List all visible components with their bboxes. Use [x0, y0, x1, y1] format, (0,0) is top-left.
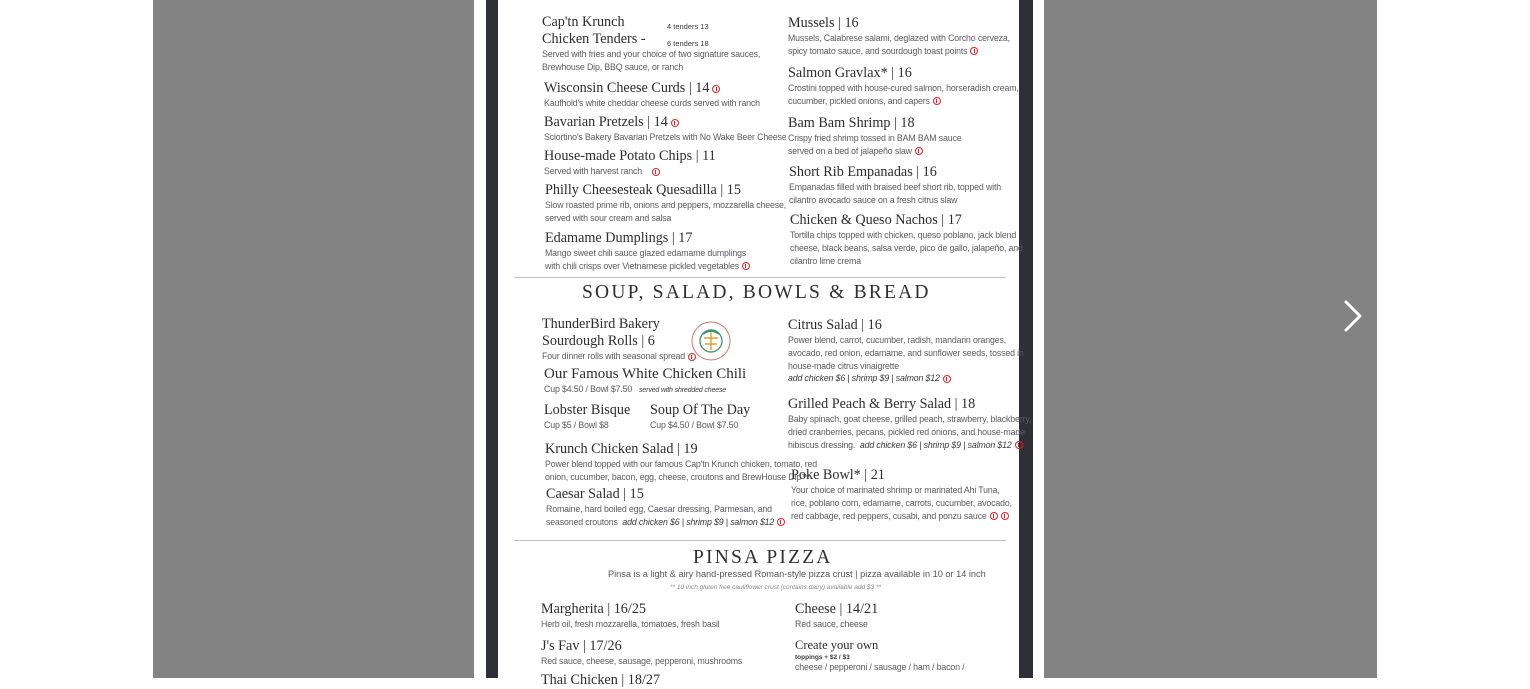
- gluten-free-icon: [777, 518, 785, 526]
- menu-item-addon: [788, 372, 1024, 385]
- menu-item-desc: Power blend, carrot, cucumber, radish, mandarin oranges,: [788, 335, 1006, 345]
- menu-item-cheese-pizza: [795, 601, 878, 631]
- gluten-free-icon: [1015, 441, 1023, 449]
- section-divider: [514, 277, 1006, 278]
- menu-item-desc: rice, poblano corn, edamame, carrots, cucumber, avocado,: [791, 497, 1012, 508]
- menu-item-desc: spicy tomato sauce, and sourdough toast points: [788, 45, 1010, 58]
- menu-item-desc: seasoned croutons add chicken $6 | shrimp $9 | salmon $12: [546, 516, 785, 529]
- menu-item-name: J's Fav | 17/26: [541, 638, 622, 654]
- menu-item-lobster-bisque: [544, 402, 630, 432]
- menu-item-desc: cilantro lime crema: [790, 255, 861, 266]
- gluten-free-icon: [970, 47, 978, 55]
- menu-item-desc: Cup $4.50 / Bowl $7.50: [650, 420, 739, 430]
- menu-item-mussels: [788, 15, 1010, 58]
- gluten-free-crust-note: ** 10 inch gluten free cauliflower crust (contains dairy) available add $3 **: [670, 584, 882, 591]
- section-title-soup-salad: SOUP, SALAD, BOWLS & BREAD: [582, 282, 931, 303]
- menu-item-desc: Empanadas filled with braised beef short rib, topped with: [789, 182, 1001, 192]
- next-page-button[interactable]: [1336, 296, 1370, 336]
- menu-item-name: House-made Potato Chips | 11: [544, 148, 716, 164]
- menu-item-citrus-salad: [788, 317, 1024, 385]
- menu-item-desc: avocado, red onion, edamame, and sunflower seeds, tossed in: [788, 347, 1024, 358]
- menu-item-name: Bam Bam Shrimp | 18: [788, 115, 915, 131]
- menu-item-desc: cilantro avocado sauce on a fresh citrus slaw: [789, 194, 958, 205]
- menu-item-desc: Red sauce, cheese, sausage, pepperoni, mushrooms: [541, 656, 743, 666]
- menu-item-desc: Baby spinach, goat cheese, grilled peach, strawberry, blackberry,: [788, 414, 1032, 424]
- menu-page: [498, 0, 1032, 688]
- menu-item-desc: Mussels, Calabrese salami, deglazed with Corcho cerveza,: [788, 33, 1010, 43]
- menu-item-name: Bavarian Pretzels | 14: [544, 114, 787, 131]
- menu-item-sourdough-rolls: [542, 316, 696, 363]
- menu-item-thai-chicken: [541, 672, 660, 689]
- section-title-pinsa-pizza: PINSA PIZZA: [693, 547, 833, 568]
- menu-item-name: Lobster Bisque: [544, 402, 631, 418]
- gluten-free-icon: [990, 512, 998, 520]
- section-divider: [514, 540, 1006, 541]
- add-protein-options: add chicken $6 | shrimp $9 | salmon $12: [622, 516, 775, 527]
- menu-item-desc: served with sour cream and salsa: [545, 212, 672, 223]
- gluten-free-icon: [933, 97, 941, 105]
- menu-item-name: Grilled Peach & Berry Salad | 18: [788, 396, 976, 412]
- menu-item-desc: with chili crisps over Vietnamese pickled vegetables: [545, 260, 750, 273]
- menu-item-soup-of-the-day: [650, 402, 750, 432]
- spicy-icon: [1001, 512, 1009, 520]
- menu-item-name: Chicken & Queso Nachos | 17: [790, 212, 962, 228]
- menu-item-name: Thai Chicken | 18/27: [541, 672, 661, 688]
- gluten-free-icon: [915, 147, 923, 155]
- menu-item-desc: cheese / pepperoni / sausage / ham / bacon /: [795, 662, 965, 672]
- toppings-price: toppings + $2 / $3: [795, 654, 850, 661]
- price-4-tenders: 4 tenders 13: [667, 22, 709, 31]
- menu-item-name: Caesar Salad | 15: [546, 486, 644, 502]
- menu-item-desc: Your choice of marinated shrimp or marinated Ahi Tuna,: [791, 485, 1000, 495]
- menu-item-chicken-queso-nachos: [790, 212, 1023, 267]
- menu-item-name: Create your own: [795, 638, 879, 652]
- menu-item-desc: Served with fries and your choice of two signature sauces,: [542, 49, 761, 59]
- vegetarian-icon: [671, 119, 679, 127]
- menu-item-name: Cap'tn Krunch: [542, 14, 625, 30]
- menu-item-desc: red cabbage, red peppers, cusabi, and ponzu sauce: [791, 510, 1012, 523]
- menu-item-desc: Red sauce, cheese: [795, 619, 868, 629]
- chevron-right-icon: [1336, 296, 1370, 336]
- menu-item-name: Citrus Salad | 16: [788, 317, 882, 333]
- menu-item-desc: cucumber, pickled onions, and capers: [788, 95, 1019, 108]
- menu-item-name-line2: Chicken Tenders -: [542, 31, 646, 47]
- menu-item-bam-bam-shrimp: [788, 115, 961, 158]
- menu-item-js-fav: [541, 638, 742, 668]
- menu-item-caesar-salad: [546, 486, 785, 529]
- menu-item-name: Salmon Gravlax* | 16: [788, 65, 912, 81]
- menu-item-philly-quesadilla: [545, 182, 786, 225]
- menu-item-name: Poke Bowl* | 21: [791, 467, 885, 483]
- menu-item-name: Philly Cheesesteak Quesadilla | 15: [545, 182, 741, 198]
- menu-item-desc: onion, cucumber, bacon, egg, cheese, croutons and BrewHouse Dip™: [545, 471, 810, 482]
- menu-item-edamame-dumplings: [545, 230, 750, 273]
- menu-item-desc: hibiscus dressing. add chicken $6 | shrimp $9 | salmon $12: [788, 439, 1031, 452]
- menu-item-chicken-tenders: [542, 14, 760, 74]
- menu-item-name: Edamame Dumplings | 17: [545, 230, 693, 246]
- menu-item-desc: cheese, black beans, salsa verde, pico de gallo, jalapeño, and: [790, 242, 1023, 253]
- menu-item-desc: Crispy fried shrimp tossed in BAM BAM sauce: [788, 133, 962, 143]
- menu-item-desc: Tortilla chips topped with chicken, queso poblano, jack blend: [790, 230, 1017, 240]
- menu-item-desc: Mango sweet chili sauce glazed edamame dumplings: [545, 248, 747, 258]
- menu-item-name: Our Famous White Chicken Chili: [544, 366, 747, 382]
- gluten-free-icon: [943, 375, 951, 383]
- menu-item-desc: Four dinner rolls with seasonal spread: [542, 350, 696, 363]
- menu-item-desc: Cup $4.50 / Bowl $7.50 served with shredded cheese: [544, 384, 727, 394]
- menu-item-desc: Power blend topped with our famous Cap'tn Krunch chicken, tomato, red: [545, 459, 818, 469]
- menu-item-desc: Kaufhold's white cheddar cheese curds served with ranch: [544, 98, 760, 108]
- pinsa-description: Pinsa is a light & airy hand-pressed Roman-style pizza crust | pizza available in 10 or 14 inch: [608, 569, 986, 579]
- menu-item-bavarian-pretzels: [544, 114, 787, 144]
- menu-item-margherita: [541, 601, 719, 631]
- thunderbird-bakery-logo: [690, 320, 732, 362]
- vegetarian-icon: [712, 85, 720, 93]
- vegetarian-icon: [652, 168, 660, 176]
- menu-item-name: Short Rib Empanadas | 16: [789, 164, 937, 180]
- menu-item-name: Soup Of The Day: [650, 402, 751, 418]
- menu-item-name-line2: Sourdough Rolls | 6: [542, 333, 655, 349]
- menu-item-desc: Brewhouse Dip, BBQ sauce, or ranch: [542, 61, 684, 72]
- vegetarian-icon: [742, 262, 750, 270]
- menu-item-desc: house-made citrus vinaigrette: [788, 360, 900, 371]
- menu-item-salmon-gravlax: [788, 65, 1019, 108]
- menu-item-poke-bowl: [791, 467, 1012, 522]
- menu-item-desc: dried cranberries, pecans, pickled red onions, and house-made: [788, 426, 1025, 437]
- menu-item-short-rib-empanadas: [789, 164, 1001, 207]
- add-protein-options: add chicken $6 | shrimp $9 | salmon $12: [859, 439, 1012, 450]
- menu-item-krunch-chicken-salad: [545, 441, 817, 484]
- menu-item-desc: Romaine, hard boiled egg, Caesar dressing, Parmesan, and: [546, 504, 772, 514]
- menu-item-name: ThunderBird Bakery: [542, 316, 660, 332]
- menu-item-create-your-own: [795, 637, 964, 674]
- menu-item-peach-berry-salad: [788, 396, 1031, 451]
- menu-item-desc: Herb oil, fresh mozzarella, tomatoes, fresh basil: [541, 619, 720, 629]
- menu-item-white-chicken-chili: [544, 366, 746, 398]
- price-6-tenders: 6 tenders 18: [667, 39, 709, 48]
- menu-item-desc: Served with harvest ranch: [544, 165, 716, 178]
- menu-item-name: Mussels | 16: [788, 15, 859, 31]
- menu-item-name: Cheese | 14/21: [795, 601, 879, 617]
- menu-item-desc: Cup $5 / Bowl $8: [544, 420, 609, 430]
- menu-item-name: Margherita | 16/25: [541, 601, 647, 617]
- menu-item-desc: Crostini topped with house-cured salmon, horseradish cream,: [788, 83, 1019, 93]
- menu-item-desc: served on a bed of jalapeño slaw: [788, 145, 961, 158]
- add-protein-options: add chicken $6 | shrimp $9 | salmon $12: [788, 373, 940, 384]
- menu-item-name: Krunch Chicken Salad | 19: [545, 441, 698, 457]
- menu-item-desc: Sciortino's Bakery Bavarian Pretzels with No Wake Beer Cheese: [544, 132, 787, 142]
- menu-item-name: Wisconsin Cheese Curds | 14: [544, 80, 760, 97]
- menu-item-desc: Slow roasted prime rib, onions and peppers, mozzarella cheese,: [545, 200, 787, 210]
- menu-item-cheese-curds: [544, 80, 760, 110]
- menu-item-potato-chips: [544, 148, 716, 178]
- chili-note: served with shredded cheese: [639, 387, 727, 394]
